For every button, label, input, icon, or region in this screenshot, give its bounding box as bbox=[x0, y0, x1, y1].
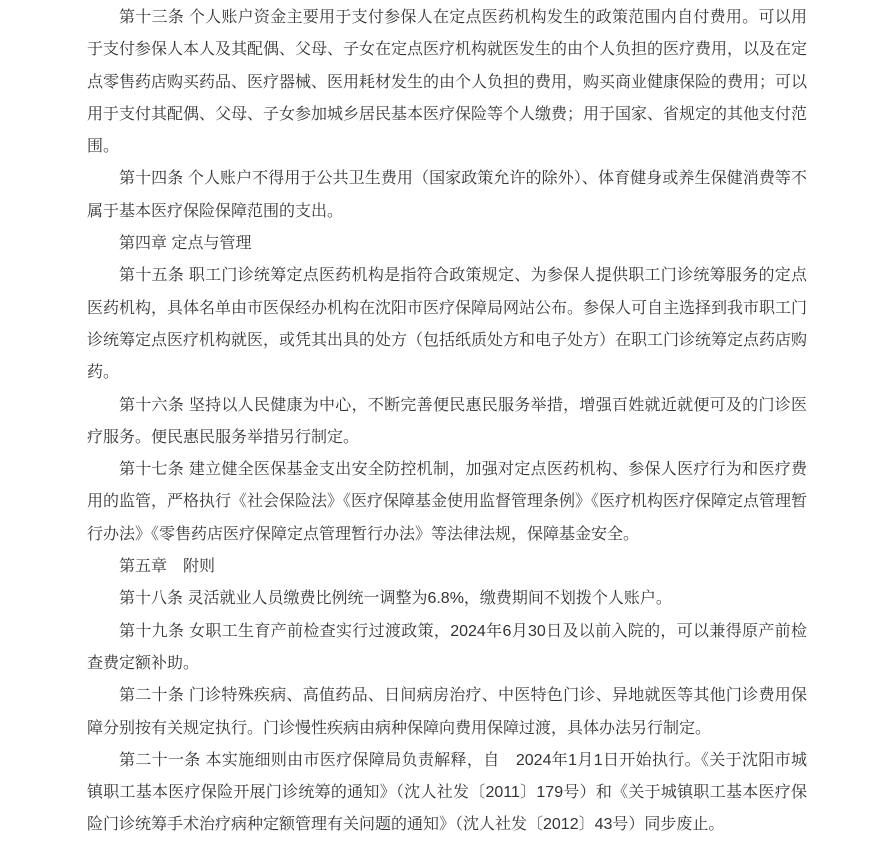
paragraph-article-20: 第二十条 门诊特殊疾病、高值药品、日间病房治疗、中医特色门诊、异地就医等其他门诊费用保障分别按有关规定执行。门诊慢性疾病由病种保障向费用保障过渡，具体办法另行制定。 bbox=[87, 687, 807, 737]
paragraph-article-18: 第十八条 灵活就业人员缴费比例统一调整为6.8%，缴费期间不划拨个人账户。 bbox=[119, 590, 672, 608]
paragraph-article-16: 第十六条 坚持以人民健康为中心，不断完善便民惠民服务举措，增强百姓就近就便可及的门诊医疗服务。便民惠民服务举措另行制定。 bbox=[87, 396, 807, 446]
paragraph-article-14: 第十四条 个人账户不得用于公共卫生费用（国家政策允许的除外）、体育健身或养生保健消费等不属于基本医疗保险保障范围的支出。 bbox=[87, 170, 807, 220]
paragraph-article-17: 第十七条 建立健全医保基金支出安全防控机制，加强对定点医药机构、参保人医疗行为和医疗费用的监管，严格执行《社会保险法》《医疗保障基金使用监督管理条例》《医疗机构医疗保障定点管理暂行办法》《零售药店医疗保障定点管理暂行办法》等法律法规，保障基金安全。 bbox=[87, 461, 808, 543]
paragraph-article-19: 第十九条 女职工生育产前检查实行过渡政策，2024年6月30日及以前入院的，可以兼得原产前检查费定额补助。 bbox=[87, 622, 807, 672]
paragraph-chapter-5: 第五章 附则 bbox=[119, 558, 216, 576]
paragraph-article-15: 第十五条 职工门诊统筹定点医药机构是指符合政策规定、为参保人提供职工门诊统筹服务的定点医药机构，具体名单由市医保经办机构在沈阳市医疗保障局网站公布。参保人可自主选择到我市职工门诊统筹定点医疗机构就医，或凭其出具的处方（包括纸质处方和电子处方）在职工门诊统筹定点药店购药。 bbox=[87, 267, 808, 382]
paragraph-article-13: 第十三条 个人账户资金主要用于支付参保人在定点医药机构发生的政策范围内自付费用。可以用于支付参保人本人及其配偶、父母、子女在定点医疗机构就医发生的由个人负担的医疗费用，以及在定点零售药店购买药品、医疗器械、医用耗材发生的由个人负担的费用，购买商业健康保险的费用；可以用于支付其配偶、父母、子女参加城乡居民基本医疗保险等个人缴费；用于国家、省规定的其他支付范围。 bbox=[87, 9, 808, 156]
paragraph-article-21: 第二十一条 本实施细则由市医疗保障局负责解释，自 2024年1月1日开始执行。《关于沈阳市城镇职工基本医疗保险开展门诊统筹的通知》（沈人社发〔2011〕179号）和《关于城镇职工基本医疗保险门诊统筹手术治疗病种定额管理有关问题的通知》（沈人社发〔2012〕43号）同步废止。 bbox=[87, 751, 807, 834]
paragraph-chapter-4: 第四章 定点与管理 bbox=[119, 235, 252, 253]
